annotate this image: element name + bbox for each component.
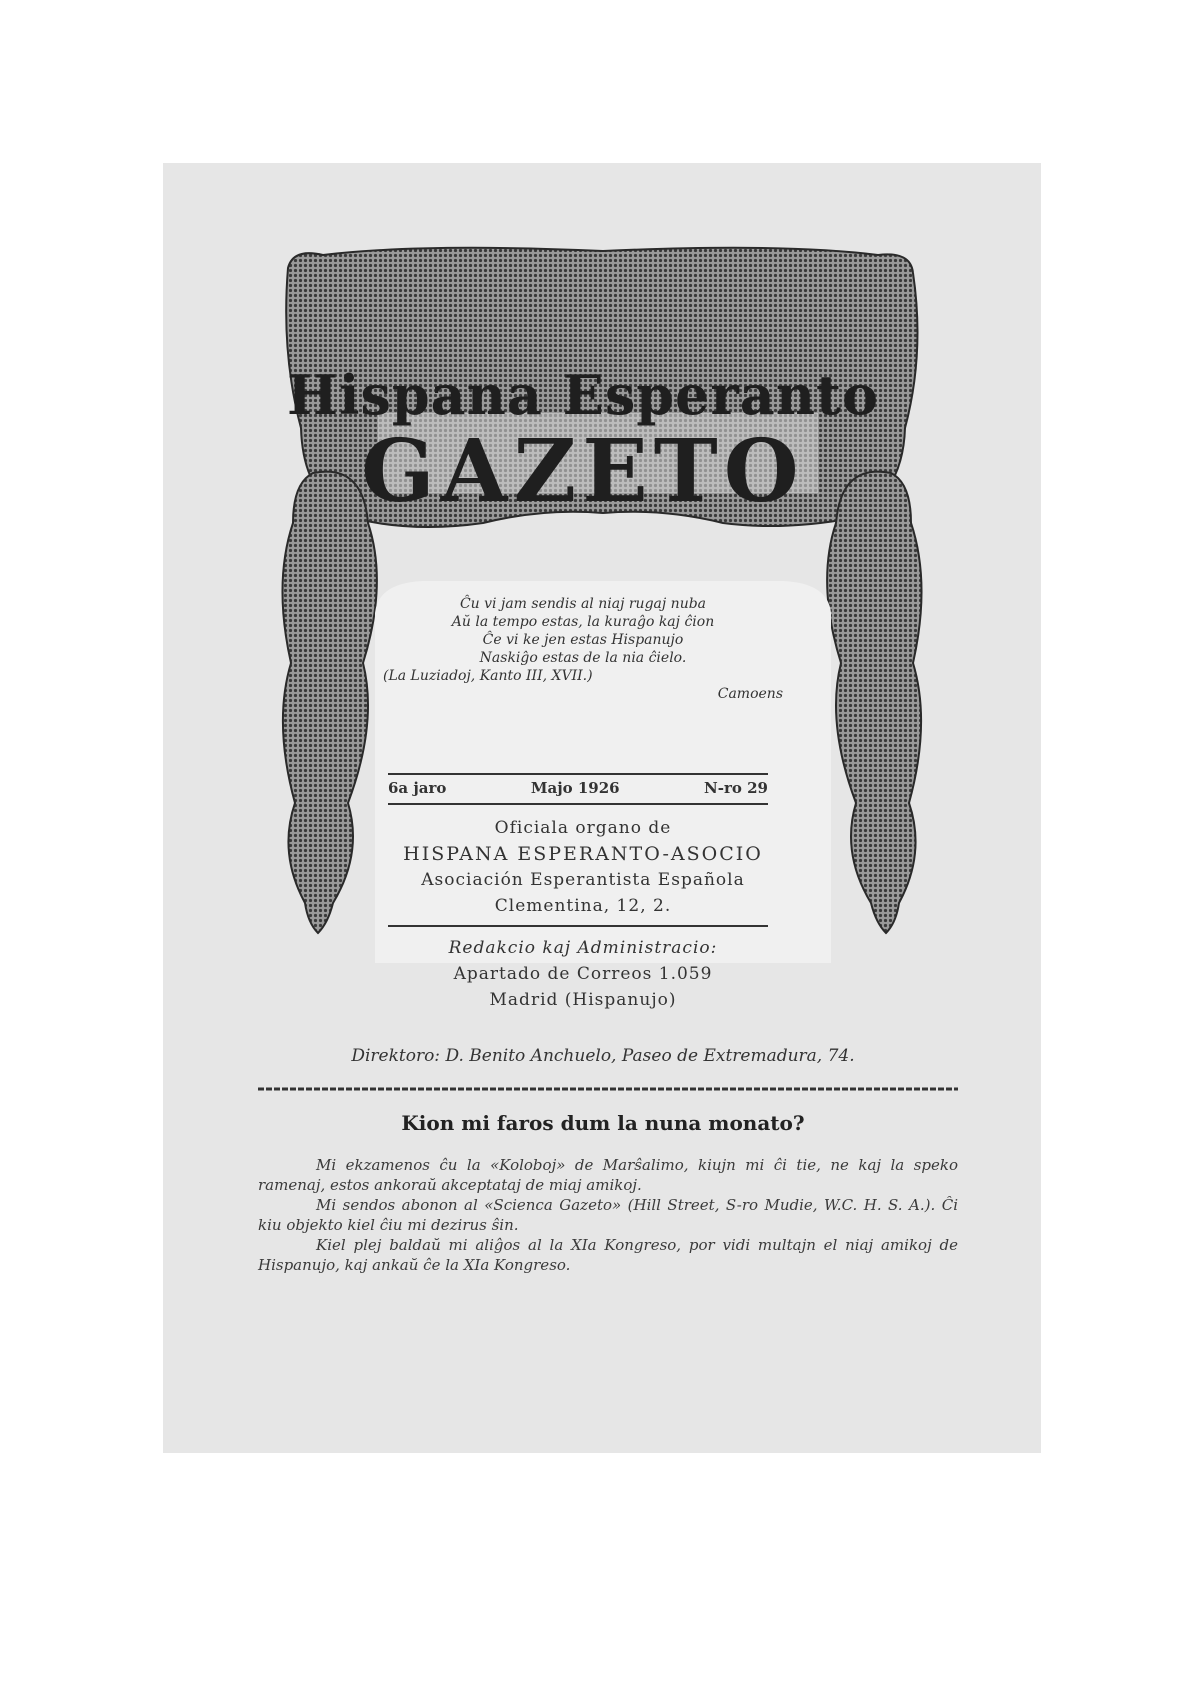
epigraph-line: Ĉu vi jam sendis al niaj rugaj nuba — [459, 596, 707, 612]
admin-heading: Redakcio kaj Administracio: — [448, 938, 718, 958]
article-paragraph: Mi ekzamenos ĉu la «Koloboj» de Marŝalimo, kiujn mi ĉi tie, ne kaj la speko ramenaj, estos ankoraŭ akceptataj de miaj amikoj. — [258, 1156, 958, 1194]
magazine-cover — [163, 163, 1041, 1453]
article-body — [258, 1155, 958, 1275]
organ-line: Oficiala organo de — [494, 818, 672, 838]
organ-block — [363, 815, 803, 919]
article-title: Kion mi faros dum la nuna monato? — [401, 1111, 805, 1135]
administration-block — [363, 935, 803, 1013]
rule — [388, 925, 768, 927]
epigraph-line: Aŭ la tempo estas, la kuraĝo kaj ĉion — [451, 614, 715, 630]
issue-date: Majo 1926 — [530, 779, 620, 797]
article-paragraph: Mi sendos abonon al «Scienca Gazeto» (Hill Street, S-ro Mudie, W.C. H. S. A.). Ĉi kiu objekto kiel ĉiu mi dezirus ŝin. — [258, 1196, 958, 1234]
epigraph-author: Camoens — [717, 686, 783, 702]
admin-line: Apartado de Correos 1.059 — [453, 964, 713, 984]
organ-name: HISPANA ESPERANTO-ASOCIO — [403, 843, 763, 865]
article-paragraph: Kiel plej baldaŭ mi aliĝos al la XIa Kongreso, por vidi multajn el niaj amikoj de Hispanujo, kaj ankaŭ ĉe la XIa Kongreso. — [258, 1236, 958, 1274]
issue-info — [388, 779, 768, 797]
rule — [388, 773, 768, 775]
organ-address: Clementina, 12, 2. — [494, 896, 672, 916]
decorative-divider — [258, 1085, 958, 1093]
masthead-title-main: GAZETO — [361, 421, 805, 522]
volume: 6a jaro — [388, 779, 447, 797]
epigraph-line: Ĉe vi ke jen estas Hispanujo — [482, 632, 684, 648]
editor-line: Direktoro: D. Benito Anchuelo, Paseo de Extremadura, 74. — [351, 1046, 855, 1066]
epigraph — [383, 595, 783, 703]
masthead-title-top: Hispana Esperanto — [286, 363, 880, 427]
epigraph-line: Naskiĝo estas de la nia ĉielo. — [479, 650, 687, 666]
epigraph-line: (La Luziadoj, Kanto III, XVII.) — [383, 668, 593, 684]
organ-line: Asociación Esperantista Española — [421, 870, 745, 890]
admin-line: Madrid (Hispanujo) — [489, 990, 677, 1010]
rule — [388, 803, 768, 805]
issue-number: N-ro 29 — [704, 779, 768, 797]
